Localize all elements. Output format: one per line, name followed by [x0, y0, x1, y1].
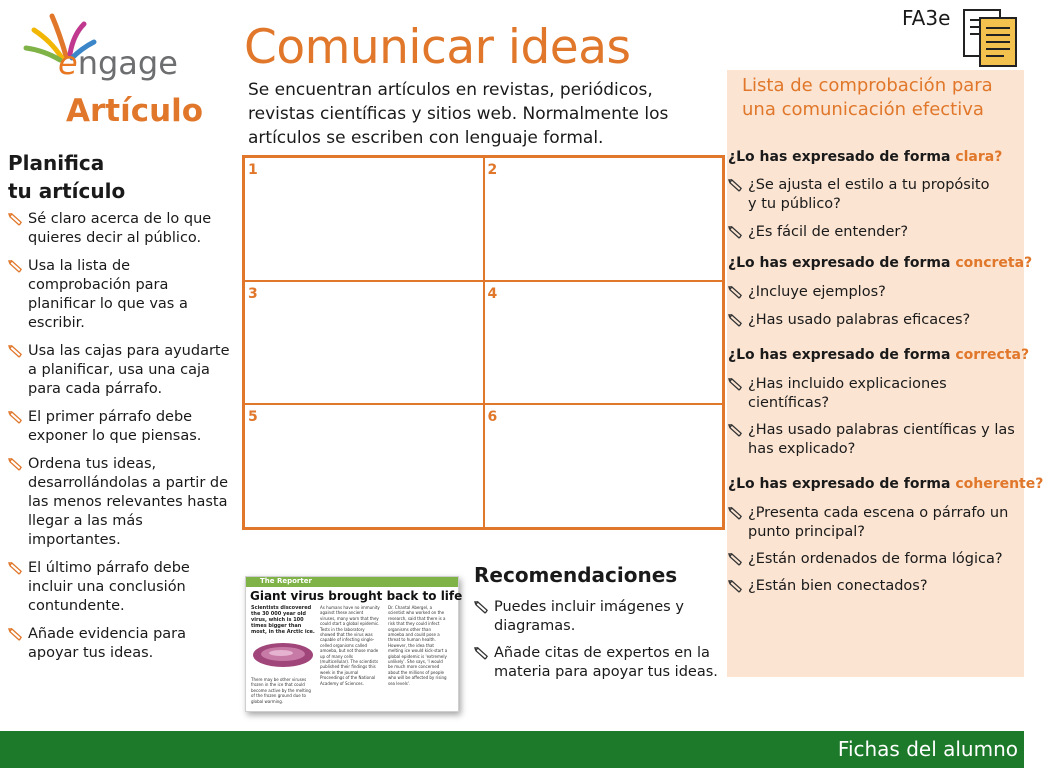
virus-image: [251, 639, 315, 673]
newspaper-lead: Scientists discovered the 30 000 year old virus, which is 100 times bigger than most, in the Arctic ice.: [251, 605, 315, 635]
footer-bar: [0, 731, 1024, 768]
checklist-item: [728, 577, 1024, 596]
newspaper-column-2: As humans have no immunity against these ancient viruses, many warn that they could start a global epidemic. Tests in the laboratory showed that the virus was capable of infecting single-celled organisms called amoeba, but not those made up of many cells (multicellular). The scientists published their findings this week in the journal Proceedings of the National Academy of Sciences.: [320, 605, 380, 686]
pencil-icon: [8, 561, 23, 576]
list-item: [474, 598, 726, 636]
pencil-icon: [728, 285, 743, 300]
list-item-text: Usa las cajas para ayudarte a planificar, usa una caja para cada párrafo.: [28, 343, 230, 397]
box-number: 6: [487, 409, 498, 426]
newspaper-masthead-band: [246, 577, 458, 587]
pencil-icon: [728, 377, 743, 392]
planning-grid: [242, 155, 725, 530]
recommendations-heading: Recomendaciones: [474, 563, 678, 587]
checklist-question-prefix: ¿Lo has expresado de forma: [728, 347, 956, 363]
pencil-icon: [8, 627, 23, 642]
document-icon: [960, 4, 1018, 70]
pencil-icon: [474, 646, 489, 661]
checklist-question: [728, 149, 1002, 165]
list-item: [8, 257, 230, 333]
newspaper-caption: There may be other viruses frozen in the ice that could become active by the melting of the frozen ground due to global warming.: [251, 677, 311, 704]
intro-text: Se encuentran artículos en revistas, periódicos, revistas científicas y sitios web. Normalmente los artículos se escriben con lenguaje formal.: [248, 80, 669, 148]
list-item-text: Puedes incluir imágenes y diagramas.: [494, 599, 684, 634]
checklist-item-text: ¿Están ordenados de forma lógica?: [748, 551, 1003, 567]
logo-letter-e: e: [58, 44, 78, 82]
checklist-item: [728, 375, 1024, 413]
list-item-text: El primer párrafo debe exponer lo que piensas.: [28, 409, 202, 444]
box-number: 5: [248, 409, 258, 426]
pencil-icon: [8, 259, 23, 274]
list-item-text: Ordena tus ideas, desarrollándolas a partir de las menos relevantes hasta llegar a las más importantes.: [28, 456, 229, 548]
planning-box-2[interactable]: [484, 157, 724, 281]
newspaper-masthead: The Reporter: [260, 577, 312, 585]
checklist-question: [728, 347, 1029, 363]
checklist-question-prefix: ¿Lo has expresado de forma: [728, 476, 956, 492]
list-item: [8, 408, 230, 446]
list-item: [8, 559, 230, 616]
box-number: 2: [487, 162, 498, 178]
checklist-item-text: científicas?: [748, 395, 830, 411]
checklist-item-text: punto principal?: [748, 524, 865, 540]
box-number: 4: [487, 285, 498, 302]
pencil-icon: [8, 410, 23, 425]
checklist-question-prefix: ¿Lo has expresado de forma: [728, 255, 956, 271]
list-item: [8, 210, 230, 248]
list-item: [8, 342, 230, 399]
checklist-item-text: ¿Están bien conectados?: [748, 578, 928, 594]
list-item: [474, 644, 726, 682]
list-item-text: El último párrafo debe incluir una conclusión contundente.: [28, 560, 190, 614]
pencil-icon: [728, 579, 743, 594]
newspaper-example: [245, 576, 463, 712]
pencil-icon: [728, 506, 743, 521]
checklist-item: [728, 421, 1024, 459]
pencil-icon: [474, 600, 489, 615]
planning-box-3[interactable]: [244, 281, 484, 405]
checklist-item-text: ¿Se ajusta el estilo a tu propósito: [748, 177, 990, 193]
list-item: [8, 455, 230, 550]
checklist-question-keyword: correcta?: [955, 347, 1030, 363]
sheet-code: FA3e: [902, 6, 951, 30]
planning-box-1[interactable]: [244, 157, 484, 281]
checklist-question: [728, 476, 1043, 492]
checklist-item-text: y tu público?: [748, 196, 841, 212]
checklist-item: [728, 283, 1024, 302]
pencil-icon: [728, 178, 743, 193]
checklist-item: [728, 311, 1024, 330]
list-item-text: Añade evidencia para apoyar tus ideas.: [28, 626, 187, 661]
planning-box-5[interactable]: [244, 404, 484, 528]
box-number: 3: [248, 285, 258, 302]
checklist-question: [728, 255, 1032, 271]
checklist-question-prefix: ¿Lo has expresado de forma: [728, 149, 956, 165]
checklist-item-text: ¿Has usado palabras científicas y las: [748, 422, 1015, 438]
checklist-item-text: ¿Presenta cada escena o párrafo un: [748, 505, 1009, 521]
pencil-icon: [8, 457, 23, 472]
plan-list: [8, 210, 230, 672]
checklist-question-keyword: clara?: [955, 149, 1003, 165]
page-subtitle: Artículo: [66, 93, 204, 129]
newspaper-headline: Giant virus brought back to life: [250, 589, 463, 603]
list-item-text: Añade citas de expertos en la materia para apoyar tus ideas.: [494, 645, 718, 680]
checklist-item: [728, 504, 1024, 542]
newspaper-column-3: Dr. Chantal Abergel, a scientist who worked on the research, said that there is a risk that they could infect organisms other than amoeba and could pose a threat to human health. However, the idea that melting ice would kick-start a global epidemic is 'extremely unlikely'. She says, 'I would be much more concerned about the millions of people who will be affected by rising sea levels'.: [388, 605, 448, 686]
checklist-item: [728, 550, 1024, 569]
checklist-item-text: has explicado?: [748, 441, 856, 457]
plan-heading: [8, 149, 138, 205]
list-item: [8, 625, 230, 663]
checklist-question-keyword: concreta?: [955, 255, 1033, 271]
checklist-question-keyword: coherente?: [955, 476, 1043, 492]
planning-box-6[interactable]: [484, 404, 724, 528]
recommendations-list: [474, 598, 726, 690]
page-title: Comunicar ideas: [244, 20, 631, 75]
checklist-title: Lista de comprobación para una comunicación efectiva: [742, 75, 993, 120]
checklist-item: [728, 223, 1024, 242]
checklist-item-text: ¿Has usado palabras eficaces?: [748, 312, 971, 328]
checklist-item-text: ¿Incluye ejemplos?: [748, 284, 886, 300]
list-item-text: Sé claro acerca de lo que quieres decir al público.: [28, 211, 212, 246]
planning-box-4[interactable]: [484, 281, 724, 405]
pencil-icon: [728, 423, 743, 438]
pencil-icon: [728, 313, 743, 328]
checklist-item: [728, 176, 1024, 214]
pencil-icon: [8, 344, 23, 359]
logo-word: ngage: [77, 44, 178, 82]
plan-heading-line1: Planifica: [8, 151, 105, 175]
checklist-item-text: ¿Has incluido explicaciones: [748, 376, 947, 392]
pencil-icon: [8, 212, 23, 227]
box-number: 1: [248, 162, 258, 178]
list-item-text: Usa la lista de comprobación para planificar lo que vas a escribir.: [28, 258, 188, 331]
checklist-item-text: ¿Es fácil de entender?: [748, 224, 909, 240]
pencil-icon: [728, 225, 743, 240]
pencil-icon: [728, 552, 743, 567]
plan-heading-line2: tu artículo: [8, 179, 126, 203]
engage-logo: [18, 12, 193, 92]
footer-label: Fichas del alumno: [837, 737, 1018, 761]
